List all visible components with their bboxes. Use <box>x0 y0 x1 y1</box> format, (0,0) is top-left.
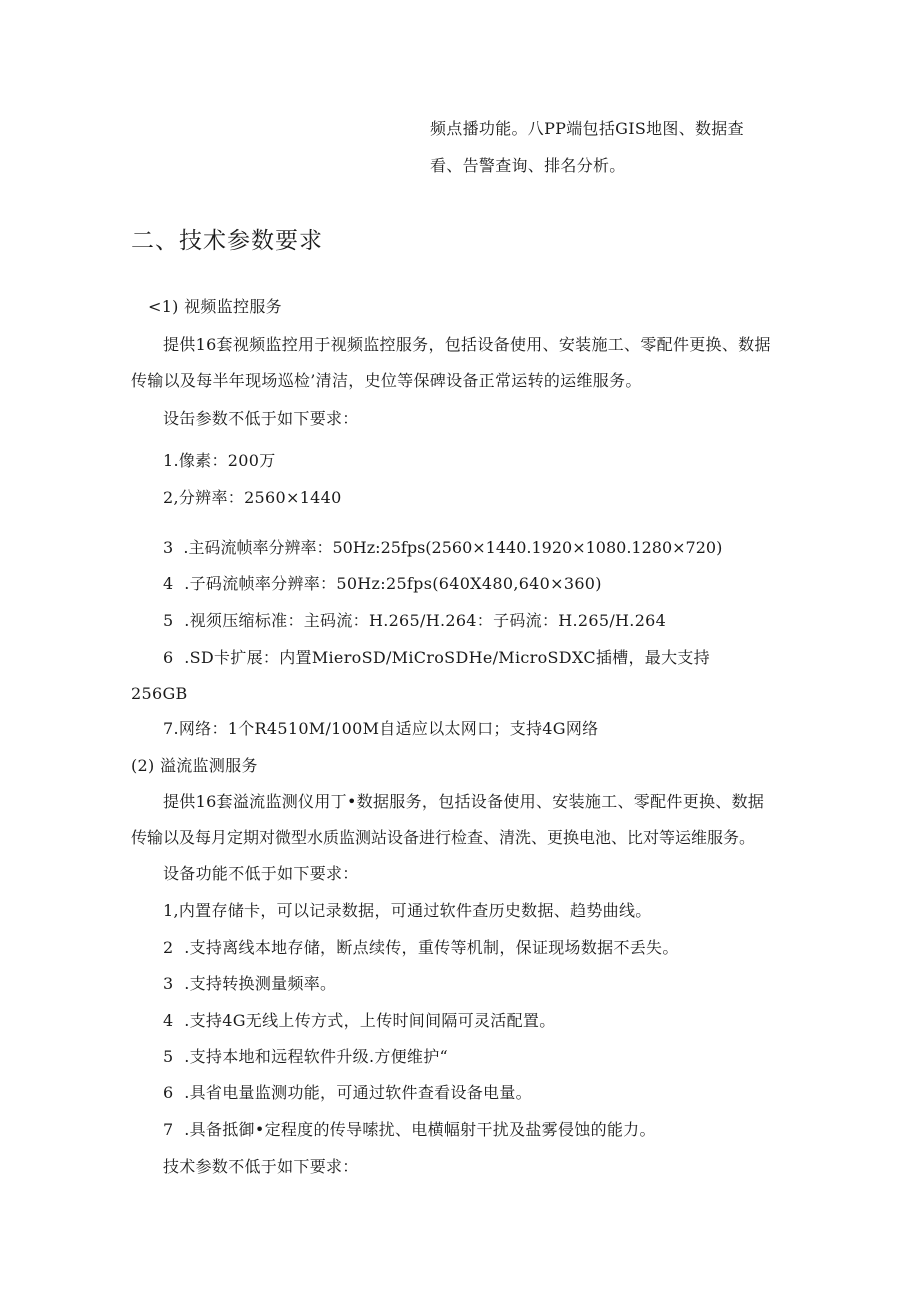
video-item-7: 7.网络：1个R4510M/100M自适应以太网口；支持4G网络 <box>163 719 599 738</box>
intro-line-1: 频点播功能。八PP端包括GIS地图、数据查 <box>430 119 744 138</box>
overflow-section-title: (2) 溢流监测服务 <box>131 756 258 775</box>
video-item-6: 6 .SD卡扩展：内置MieroSD/MiCroSDHe/MicroSDXC插槽，最大支持 <box>163 648 710 667</box>
video-desc-line-2: 传输以及每半年现场巡检’清洁，史位等保碑设备正常运转的运维服务。 <box>131 371 642 390</box>
video-item-4: 4 .子码流帧率分辨率：50Hz:25fps(640X480,640×360) <box>163 574 602 593</box>
overflow-desc-line-2: 传输以及每月定期对微型水质监测站设备进行检查、清洗、更换电池、比对等运维服务。 <box>131 828 756 847</box>
video-req-intro: 设缶参数不低于如下要求： <box>163 409 359 428</box>
video-item-5: 5 .视须压缩标准：主码流：H.265/H.264：子码流：H.265/H.264 <box>163 611 667 630</box>
video-desc-line-1: 提供16套视频监控用于视频监控服务，包括设备使用、安装施工、零配件更换、数据 <box>163 335 771 354</box>
video-item-2: 2,分辨率：2560×1440 <box>163 488 342 507</box>
overflow-item-1: 1,内置存储卡，可以记录数据，可通过软件查历史数据、趋势曲线。 <box>163 901 652 920</box>
video-item-6-cont: 256GB <box>131 684 188 703</box>
video-section-title: <1) 视频监控服务 <box>148 297 282 316</box>
overflow-item-2: 2 .支持离线本地存储，断点续传，重传等机制，保证现场数据不丢失。 <box>163 938 679 957</box>
video-item-3: 3 .主码流帧率分辨率：50Hz:25fps(2560×1440.1920×1080.1280×720) <box>163 538 723 557</box>
section-heading: 二、技术参数要求 <box>131 228 323 254</box>
overflow-item-7: 7 .具备抵御•定程度的传导嗦扰、电横幅射干扰及盐雾侵蚀的能力。 <box>163 1120 656 1139</box>
overflow-item-3: 3 .支持转换测量频率。 <box>163 974 337 993</box>
overflow-tech-intro: 技术参数不低于如下要求： <box>163 1157 359 1176</box>
overflow-item-4: 4 .支持4G无线上传方式，上传时间间隔可灵活配置。 <box>163 1011 556 1030</box>
intro-line-2: 看、告警查询、排名分析。 <box>430 156 626 175</box>
overflow-item-6: 6 .具省电量监测功能，可通过软件查看设备电量。 <box>163 1083 532 1102</box>
overflow-item-5: 5 .支持本地和远程软件升级.方便维护“ <box>163 1047 449 1066</box>
overflow-desc-line-1: 提供16套溢流监测仪用丁•数据服务，包括设备使用、安装施工、零配件更换、数据 <box>163 792 765 811</box>
video-item-1: 1.像素：200万 <box>163 451 276 470</box>
overflow-req-intro: 设备功能不低于如下要求： <box>163 864 359 883</box>
